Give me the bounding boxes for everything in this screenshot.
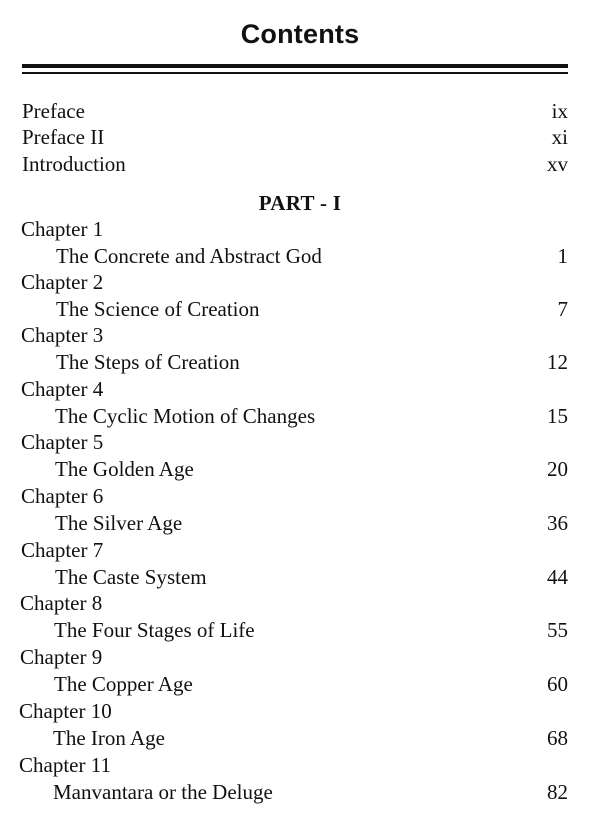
toc-entry-label: The Four Stages of Life	[54, 618, 255, 642]
chapter-number: Chapter 10	[19, 699, 112, 723]
toc-entry-page: 7	[557, 297, 568, 321]
chapter-number: Chapter 1	[21, 217, 104, 241]
toc-entry-label: The Golden Age	[55, 457, 194, 481]
toc-entry-chapter-7[interactable]	[0, 564, 600, 590]
toc-entry-label: Introduction	[22, 152, 126, 176]
chapter-number: Chapter 5	[21, 430, 104, 454]
toc-entry-chapter-6[interactable]	[0, 510, 600, 536]
toc-entry-label: The Caste System	[55, 565, 207, 589]
toc-entry-chapter-4[interactable]	[0, 403, 600, 429]
page-title: Contents	[240, 19, 360, 49]
toc-entry-page: 60	[547, 672, 568, 696]
toc-entry-label: The Steps of Creation	[56, 350, 240, 374]
toc-entry-chapter-1[interactable]	[0, 243, 600, 269]
toc-entry-page: 15	[547, 404, 568, 428]
chapter-number: Chapter 6	[21, 484, 104, 508]
toc-entry-label: The Science of Creation	[56, 297, 260, 321]
toc-entry-page: 20	[547, 457, 568, 481]
toc-entry-label: The Cyclic Motion of Changes	[55, 404, 316, 428]
toc-entry-chapter-8[interactable]	[0, 617, 600, 643]
toc-entry-label: Manvantara or the Deluge	[53, 780, 273, 804]
toc-entry-page: 1	[557, 244, 568, 268]
toc-entry-label: Preface II	[22, 125, 105, 149]
chapter-number: Chapter 2	[21, 270, 104, 294]
chapter-number: Chapter 9	[20, 645, 103, 669]
toc-entry-page: xv	[547, 152, 568, 176]
toc-entry-page: 82	[547, 780, 568, 804]
toc-entry-page: 55	[547, 618, 568, 642]
toc-entry-page: 68	[547, 726, 568, 750]
toc-entry-chapter-2[interactable]	[0, 296, 600, 322]
toc-entry-chapter-3[interactable]	[0, 349, 600, 375]
chapter-number: Chapter 3	[21, 323, 104, 347]
toc-entry-page: 44	[547, 565, 568, 589]
toc-entry-page: 36	[547, 511, 568, 535]
part-heading: PART - I	[258, 191, 342, 215]
toc-entry-page: ix	[551, 99, 568, 123]
toc-entry-page: xi	[551, 125, 568, 149]
toc-entry-chapter-5[interactable]	[0, 456, 600, 482]
toc-entry-page: 12	[547, 350, 568, 374]
chapter-number: Chapter 4	[21, 377, 104, 401]
toc-entry-label: Preface	[22, 99, 85, 123]
chapter-number: Chapter 11	[19, 753, 111, 777]
chapter-number: Chapter 8	[20, 591, 103, 615]
toc-entry-label: The Silver Age	[55, 511, 183, 535]
toc-entry-label: The Iron Age	[53, 726, 165, 750]
toc-entry-label: The Concrete and Abstract God	[56, 244, 322, 268]
toc-entry-label: The Copper Age	[54, 672, 193, 696]
toc-entry-chapter-9[interactable]	[0, 671, 600, 697]
toc-entry-chapter-11[interactable]	[0, 779, 600, 805]
toc-entry-chapter-10[interactable]	[0, 725, 600, 751]
chapter-number: Chapter 7	[21, 538, 104, 562]
